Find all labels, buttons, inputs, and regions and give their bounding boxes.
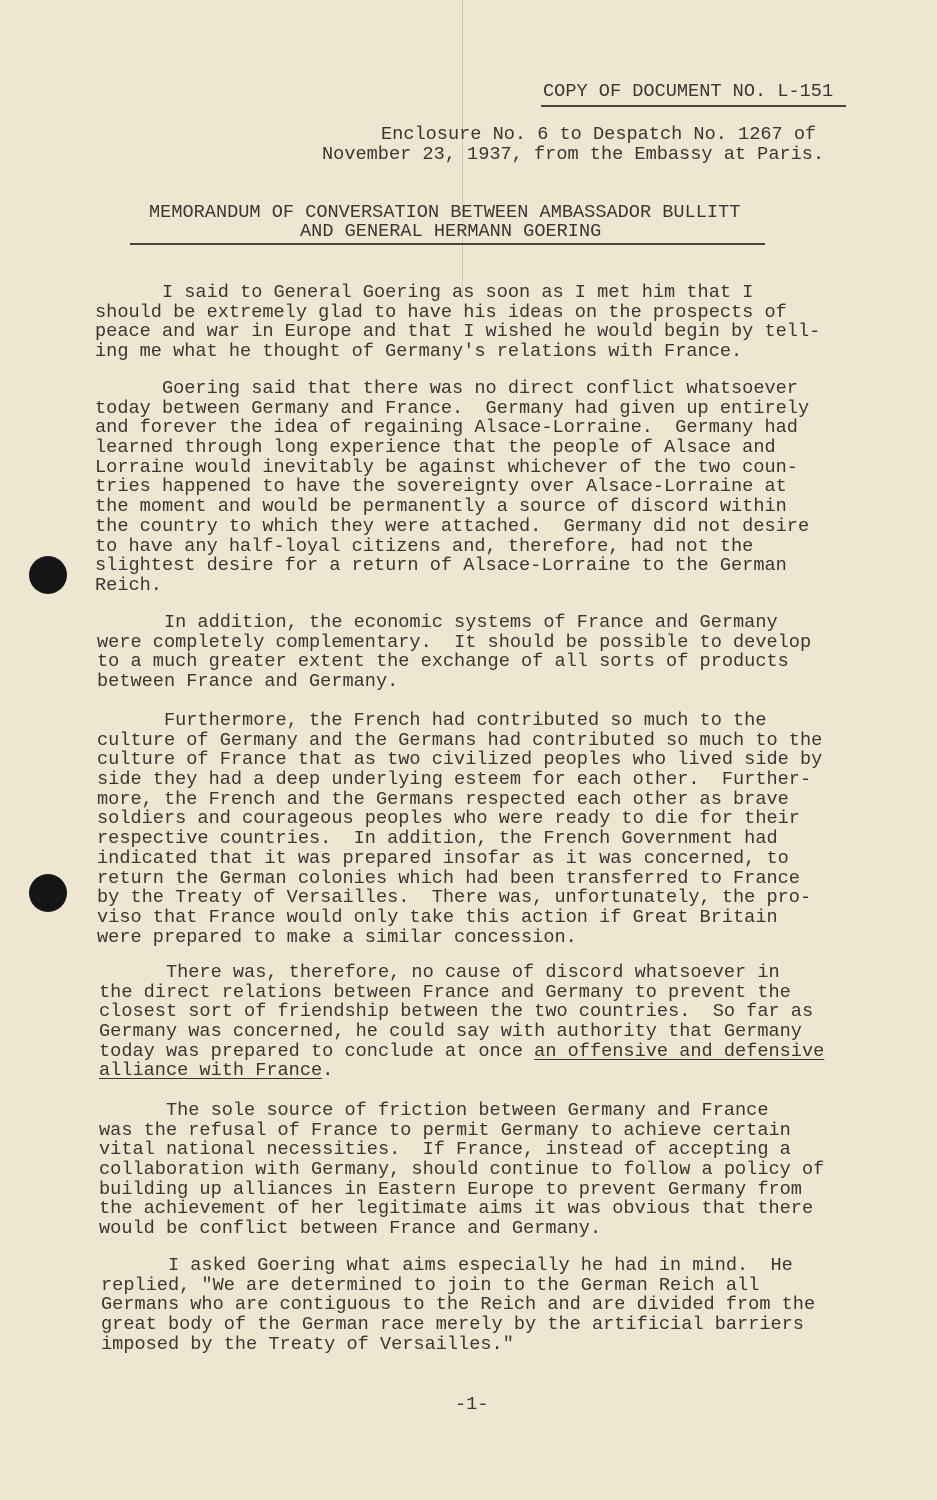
paragraph xyxy=(97,711,822,947)
text-line: There was, therefore, no cause of discord whatsoever in xyxy=(99,962,780,983)
text-line: the country to which they were attached. Germany did not desire xyxy=(95,515,810,537)
text-line: Lorraine would inevitably be against whichever of the two coun- xyxy=(95,456,798,478)
memo-title-line-1: MEMORANDUM OF CONVERSATION BETWEEN AMBASSADOR BULLITT xyxy=(149,202,741,223)
text-line: more, the French and the Germans respected each other as brave xyxy=(97,788,789,810)
text-line: to a much greater extent the exchange of all sorts of products xyxy=(97,651,789,673)
page-number: -1- xyxy=(455,1394,489,1415)
divider xyxy=(541,105,846,107)
text-line: replied, "We are determined to join to the German Reich all xyxy=(101,1274,760,1296)
text-line: Furthermore, the French had contributed so much to the xyxy=(97,710,767,731)
text-line: The sole source of friction between Germany and France xyxy=(99,1100,769,1121)
text-line: by the Treaty of Versailles. There was, unfortunately, the pro- xyxy=(97,887,812,909)
text-line: slightest desire for a return of Alsace-Lorraine to the German xyxy=(95,555,787,577)
text-line: return the German colonies which had been transferred to France xyxy=(97,867,800,889)
text-line: imposed by the Treaty of Versailles." xyxy=(101,1333,514,1355)
text-line: learned through long experience that the people of Alsace and xyxy=(95,437,776,459)
text-line: ing me what he thought of Germany's relations with France. xyxy=(95,341,743,363)
document-copy-label: COPY OF DOCUMENT NO. L-151 xyxy=(543,81,834,102)
text-line: Goering said that there was no direct conflict whatsoever xyxy=(95,378,798,399)
text-line: side they had a deep underlying esteem for each other. Further- xyxy=(97,769,812,791)
divider xyxy=(130,243,765,245)
paragraph xyxy=(99,1101,824,1239)
paragraph xyxy=(99,963,824,1081)
text-line: tries happened to have the sovereignty over Alsace-Lorraine at xyxy=(95,476,787,498)
underlined-text: an offensive and defensive xyxy=(534,1040,825,1062)
text-line: to have any half-loyal citizens and, therefore, had not the xyxy=(95,535,754,557)
text-line: and forever the idea of regaining Alsace-Lorraine. Germany had xyxy=(95,417,798,439)
text-line: building up alliances in Eastern Europe to prevent Germany from xyxy=(99,1178,802,1200)
paragraph xyxy=(97,613,811,692)
text-line: between France and Germany. xyxy=(97,671,399,693)
text-line: In addition, the economic systems of France and Germany xyxy=(97,612,778,633)
punch-hole xyxy=(29,874,67,912)
text-line: respective countries. In addition, the French Government had xyxy=(97,828,778,850)
paragraph xyxy=(101,1256,815,1354)
text-line: was the refusal of France to permit Germany to achieve certain xyxy=(99,1119,791,1141)
text-line: Germany was concerned, he could say with authority that Germany xyxy=(99,1021,802,1043)
text-line: closest sort of friendship between the two countries. So far as xyxy=(99,1001,814,1023)
text-line: collaboration with Germany, should continue to follow a policy of xyxy=(99,1159,825,1181)
paragraph xyxy=(95,379,809,596)
text-line: would be conflict between France and Germany. xyxy=(99,1218,602,1240)
text-line: indicated that it was prepared insofar as it was concerned, to xyxy=(97,847,789,869)
paragraph xyxy=(95,283,820,362)
text-line: vital national necessities. If France, instead of accepting a xyxy=(99,1139,791,1161)
text-line: culture of France that as two civilized peoples who lived side by xyxy=(97,749,823,771)
text-line: Reich. xyxy=(95,574,162,596)
text-line: I said to General Goering as soon as I met him that I xyxy=(95,282,754,303)
text-line: the moment and would be permanently a source of discord within xyxy=(95,496,787,518)
text-line: today was prepared to conclude at once an offensive and defensive xyxy=(99,1040,825,1062)
enclosure-line-1: Enclosure No. 6 to Despatch No. 1267 of xyxy=(381,124,817,145)
text-line: culture of Germany and the Germans had contributed so much to the xyxy=(97,729,823,751)
text-line: were prepared to make a similar concession. xyxy=(97,926,577,948)
text-line: were completely complementary. It should be possible to develop xyxy=(97,631,812,653)
text-line: I asked Goering what aims especially he had in mind. He xyxy=(101,1255,793,1276)
enclosure-line-2: November 23, 1937, from the Embassy at Paris. xyxy=(322,144,825,165)
memo-title-line-2: AND GENERAL HERMANN GOERING xyxy=(300,221,602,242)
text-line: alliance with France. xyxy=(99,1060,334,1082)
text-line: the achievement of her legitimate aims it was obvious that there xyxy=(99,1198,814,1220)
underlined-text: alliance with France xyxy=(99,1060,323,1082)
text-line: the direct relations between France and Germany to prevent the xyxy=(99,981,791,1003)
text-line: soldiers and courageous peoples who were ready to die for their xyxy=(97,808,800,830)
text-line: today between Germany and France. Germany had given up entirely xyxy=(95,397,810,419)
text-line: great body of the German race merely by the artificial barriers xyxy=(101,1314,804,1336)
text-line: viso that France would only take this action if Great Britain xyxy=(97,906,778,928)
text-line: Germans who are contiguous to the Reich and are divided from the xyxy=(101,1294,816,1316)
punch-hole xyxy=(29,556,67,594)
text-line: should be extremely glad to have his ideas on the prospects of xyxy=(95,301,787,323)
text-line: peace and war in Europe and that I wished he would begin by tell- xyxy=(95,321,821,343)
